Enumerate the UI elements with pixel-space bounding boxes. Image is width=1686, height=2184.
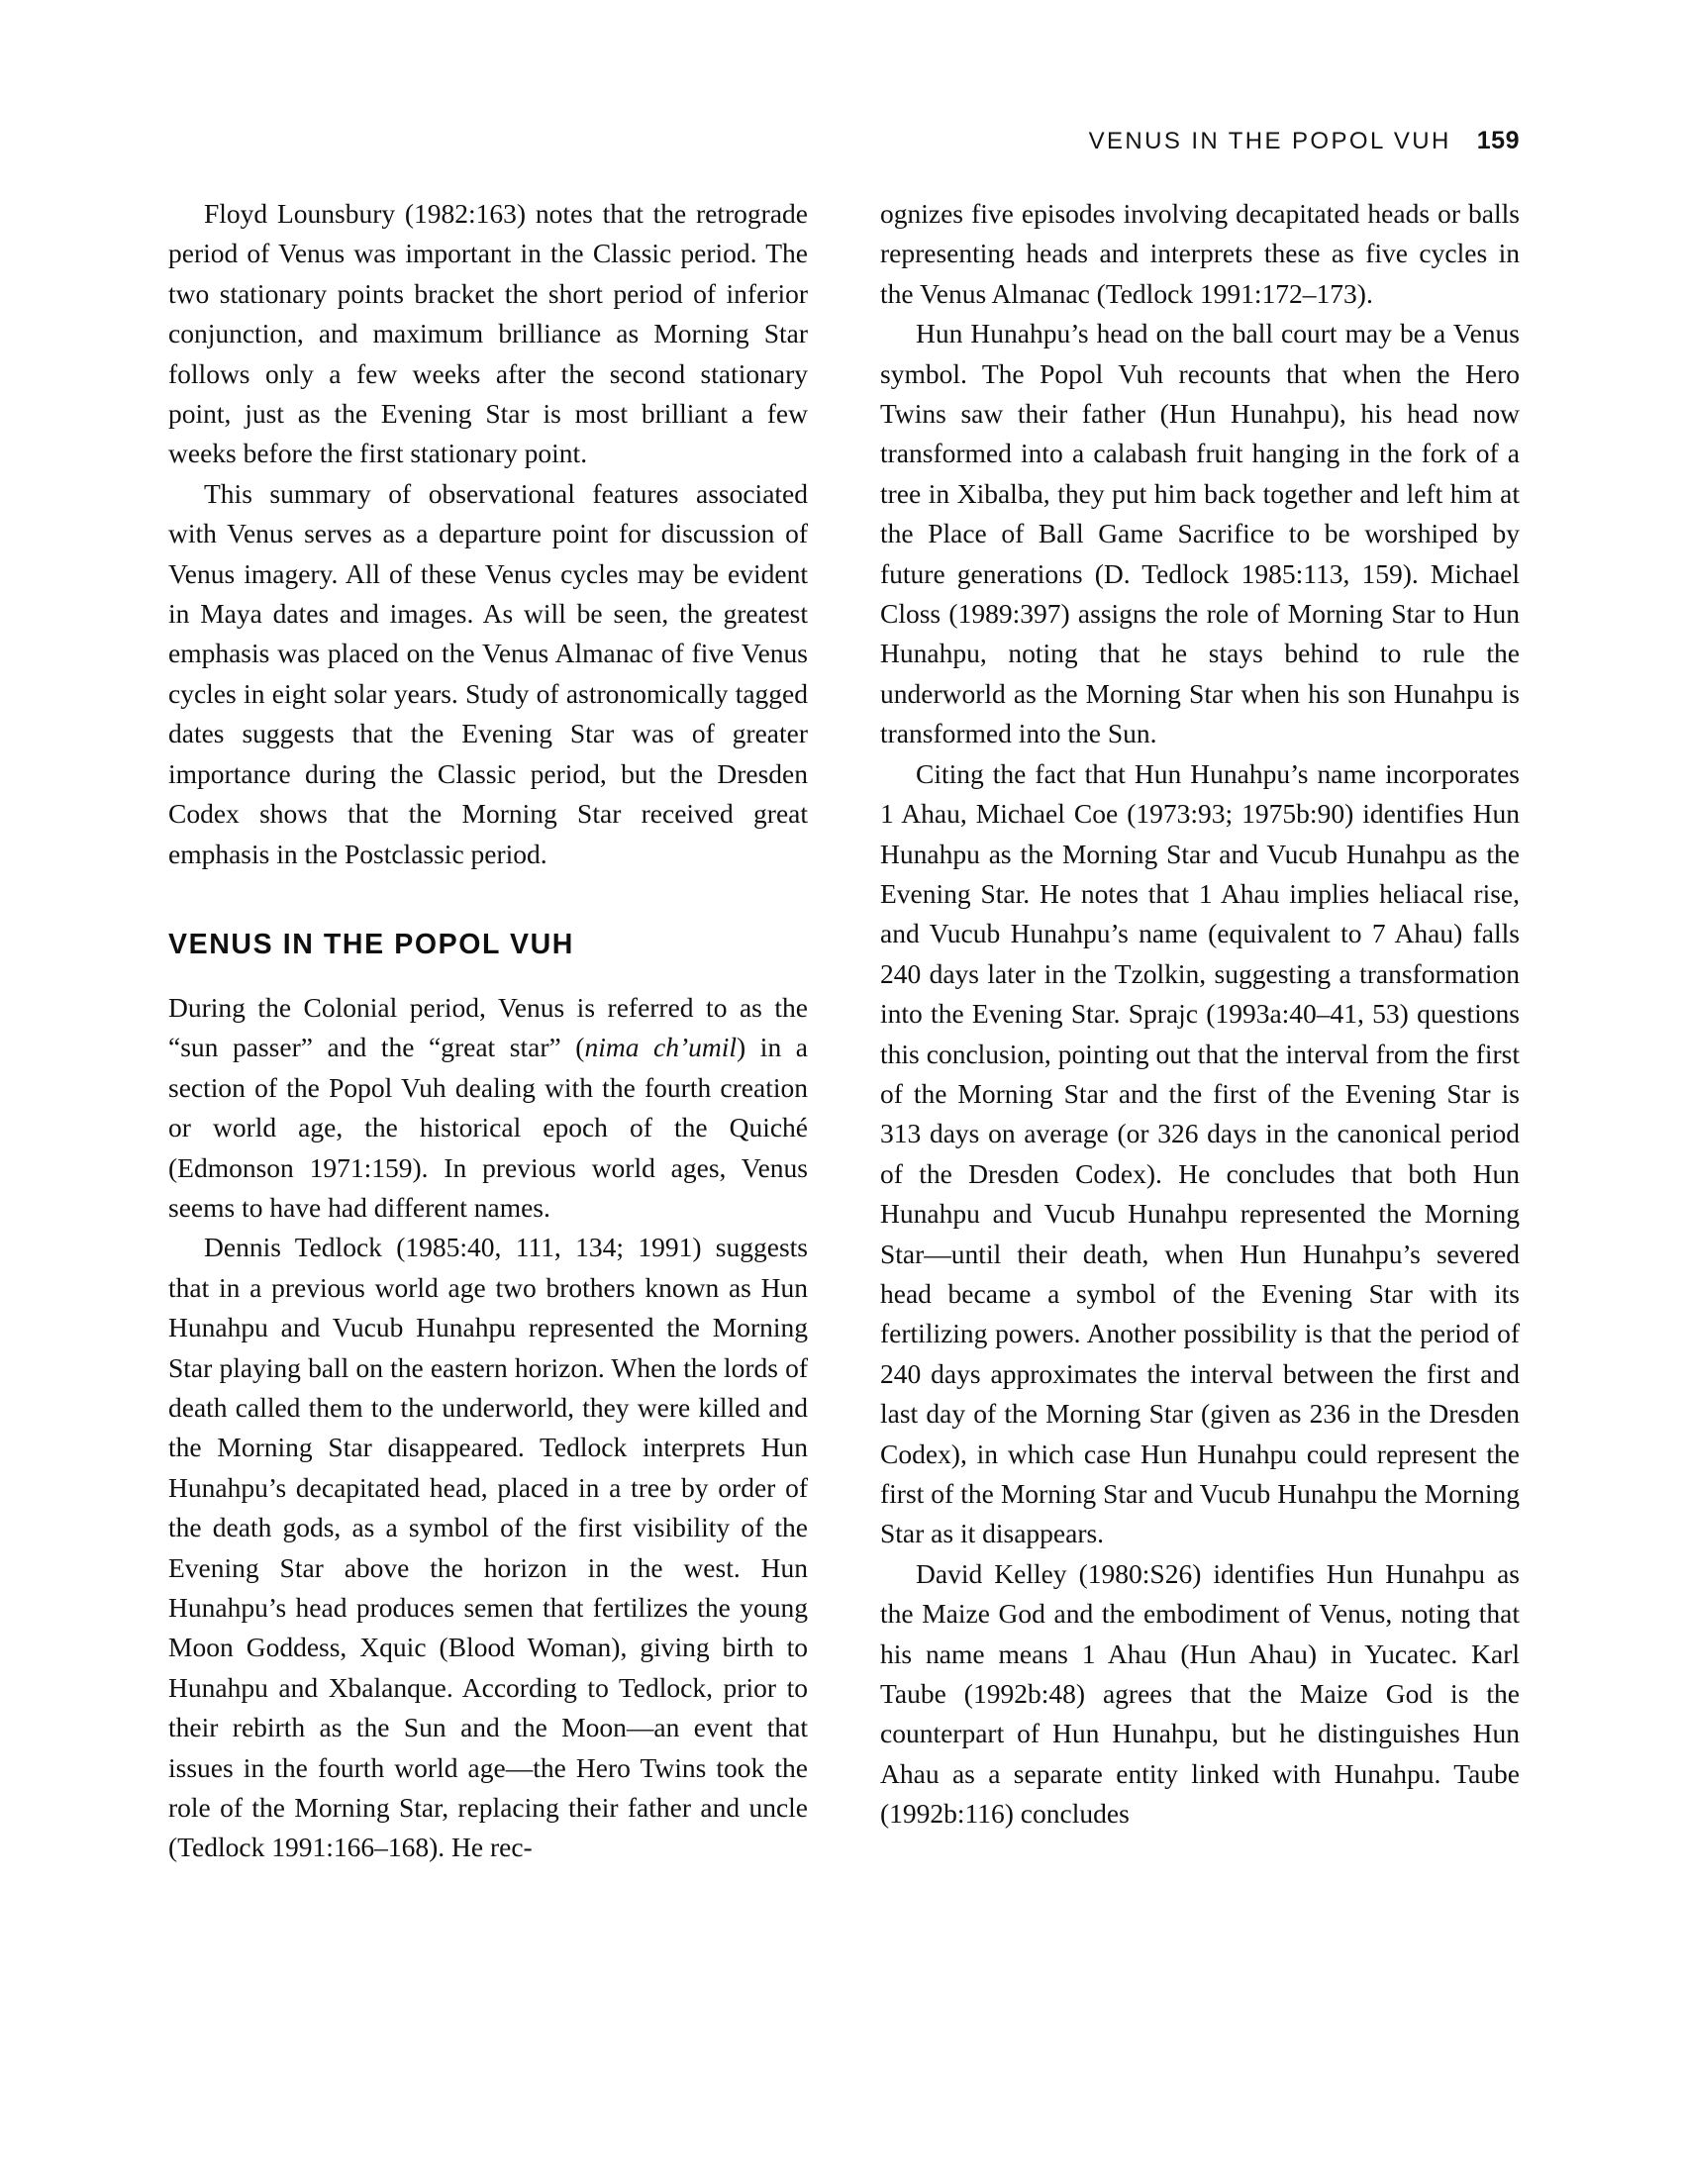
left-column	[168, 194, 808, 2006]
paragraph-david-kelley: David Kelley (1980:S26) identifies Hun Hunahpu as the Maize God and the embodiment of Venus, noting that his name means 1 Ahau (Hun Ahau) in Yucatec. Karl Taube (1992b:48) agrees that the Maize God is the counterpart of Hun Hunahpu, but he distinguishes Hun Ahau as a separate entity linked with Hunahpu. Taube (1992b:116) concludes	[880, 1557, 1520, 1830]
paragraph-colonial-italic-term: nima ch’umil	[584, 1032, 738, 1063]
paragraph-ognizes-continuation: ognizes five episodes involving decapitated heads or balls representing heads and interprets these as five cycles in the Venus Almanac (Tedlock 1991:172–173).	[880, 198, 1520, 309]
paragraph-hun-hunahpu-head: Hun Hunahpu’s head on the ball court may be a Venus symbol. The Popol Vuh recounts that when the Hero Twins saw their father (Hun Hunahpu), his head now transformed into a calabash fruit hanging in the fork of a tree in Xibalba, they put him back together and left him at the Place of Ball Game Sacrifice to be worshiped by future generations (D. Tedlock 1985:113, 159). Michael Closs (1989:397) assigns the role of Morning Star to Hun Hunahpu, noting that he stays behind to rule the underworld as the Morning Star when his son Hunahpu is transformed into the Sun.	[880, 318, 1520, 749]
paragraph-colonial-segment-3: ) in a section of the Popol Vuh dealing with the fourth creation or world age, the historical epoch of the Quiché (Edmonson 1971:159). In previous world ages, Venus seems to have had different names.	[168, 1032, 808, 1223]
paragraph-lounsbury: Floyd Lounsbury (1982:163) notes that the retrograde period of Venus was important in the Classic period. The two stationary points bracket the short period of inferior conjunction, and maximum brilliance as Morning Star follows only a few weeks after the second stationary point, just as the Evening Star is most brilliant a few weeks before the first stationary point.	[168, 198, 808, 469]
paragraph-citing-coe: Citing the fact that Hun Hunahpu’s name incorporates 1 Ahau, Michael Coe (1973:93; 1975b:90) identifies Hun Hunahpu as the Morning Star and Vucub Hunahpu as the Evening Star. He notes that 1 Ahau implies heliacal rise, and Vucub Hunahpu’s name (equivalent to 7 Ahau) falls 240 days later in the Tzolkin, suggesting a transformation into the Evening Star. Sprajc (1993a:40–41, 53) questions this conclusion, pointing out that the interval from the first of the Morning Star and the first of the Evening Star is 313 days on average (or 326 days in the canonical period of the Dresden Codex). He concludes that both Hun Hunahpu and Vucub Hunahpu represented the Morning Star—until their death, when Hun Hunahpu’s severed head became a symbol of the Evening Star with its fertilizing powers. Another possibility is that the period of 240 days approximates the interval between the first and last day of the Morning Star (given as 236 in the Dresden Codex), in which case Hun Hunahpu could represent the first of the Morning Star and Vucub Hunahpu the Morning Star as it disappears.	[880, 757, 1520, 1549]
running-head	[168, 127, 1520, 160]
paragraph-summary: This summary of observational features associated with Venus serves as a departure point for discussion of Venus imagery. All of these Venus cycles may be evident in Maya dates and images. As will be seen, the greatest emphasis was placed on the Venus Almanac of five Venus cycles in eight solar years. Study of astronomically tagged dates suggests that the Evening Star was of greater importance during the Classic period, but the Dresden Codex shows that the Morning Star received great emphasis in the Postclassic period.	[168, 477, 808, 869]
paragraph-tedlock: Dennis Tedlock (1985:40, 111, 134; 1991) suggests that in a previous world age two brothers known as Hun Hunahpu and Vucub Hunahpu represented the Morning Star playing ball on the eastern horizon. When the lords of death called them to the underworld, they were killed and the Morning Star disappeared. Tedlock interprets Hun Hunahpu’s decapitated head, placed in a tree by order of the death gods, as a symbol of the first visibility of the Evening Star above the horizon in the west. Hun Hunahpu’s head produces semen that fertilizes the young Moon Goddess, Xquic (Blood Woman), giving birth to Hunahpu and Xbalanque. According to Tedlock, prior to their rebirth as the Sun and the Moon—an event that issues in the fourth world age—the Hero Twins took the role of the Morning Star, replacing their father and uncle (Tedlock 1991:166–168). He rec-	[168, 1232, 808, 1863]
running-head-title: VENUS IN THE POPOL VUH	[1088, 128, 1451, 154]
page-number: 159	[1476, 127, 1520, 154]
section-heading-venus-in-the-popol-vuh: VENUS IN THE POPOL VUH	[168, 928, 574, 960]
paragraph-colonial	[168, 988, 808, 1228]
right-column	[880, 194, 1520, 2006]
paragraph-colonial-segment-1: During the Colonial period, Venus is referred to as the “sun passer” and the “great star” (	[168, 991, 808, 1063]
text-columns	[168, 194, 1520, 2006]
